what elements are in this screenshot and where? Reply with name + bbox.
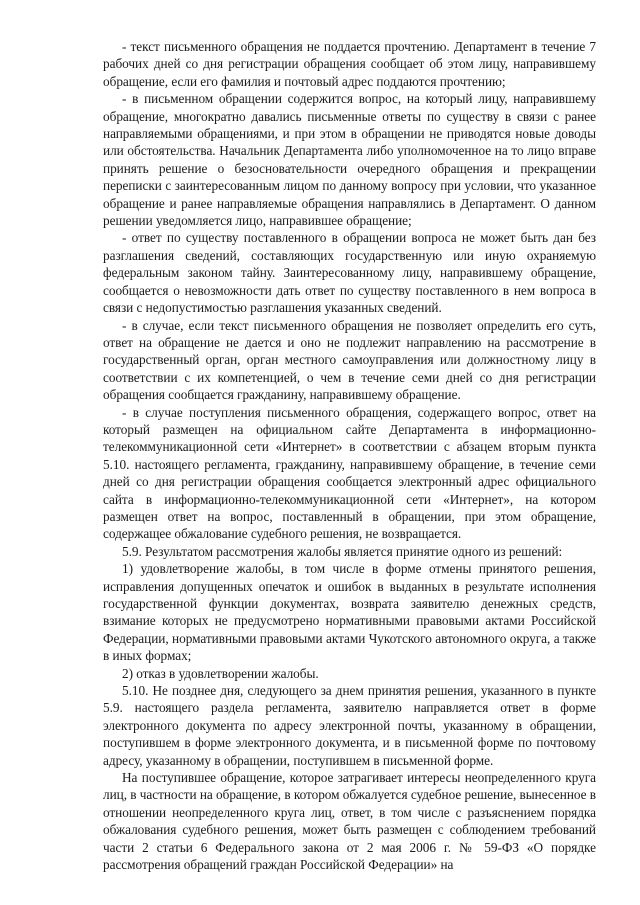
- paragraph-6: 5.9. Результатом рассмотрения жалобы является принятие одного из решений:: [122, 543, 563, 559]
- paragraph-3: - ответ по существу поставленного в обращении вопроса не может быть дан без разглашения сведений, составляющих государственную или иную охраняемую федеральным законом тайну. Заинтересованному лицу, направившему обращение, сообщается о невозможности дать ответ по существу поставленного в нем вопроса в связи с недопустимостью разглашения указанных сведений.: [103, 230, 596, 316]
- paragraph-8: 2) отказ в удовлетворении жалобы.: [122, 665, 319, 681]
- paragraph-1: - текст письменного обращения не поддается прочтению. Департамент в течение 7 рабочих дней со дня регистрации обращения сообщает об этом лицу, направившему обращение, если его фамилия и почтовый адрес поддаются прочтению;: [103, 39, 596, 89]
- paragraph-2: - в письменном обращении содержится вопрос, на который лицу, направившему обращение, многократно давались письменные ответы по существу в связи с ранее направляемыми обращениями, и при этом в обращении не приводятся новые доводы или обстоятельства. Начальник Департамента либо уполномоченное на то лицо вправе принять решение о безосновательности очередного обращения и прекращении переписки с заинтересованным лицом по данному вопросу при условии, что указанное обращение и ранее направляемые обращения направлялись в Департамент. О данном решении уведомляется лицо, направившее обращение;: [103, 91, 596, 229]
- paragraph-9: 5.10. Не позднее дня, следующего за днем принятия решения, указанного в пункте 5.9. настоящего раздела регламента, заявителю направляется ответ в форме электронного документа по адресу электронной почты, указанному в обращении, поступившем в форме электронного документа, и в письменной форме по почтовому адресу, указанному в обращении, поступившем в письменной форме.: [103, 683, 596, 768]
- paragraph-4: - в случае, если текст письменного обращения не позволяет определить его суть, ответ на обращение не дается и оно не подлежит направлению на рассмотрение в государственный орган, орган местного самоуправления или должностному лицу в соответствии с их компетенцией, о чем в течение семи дней со дня регистрации обращения сообщается гражданину, направившему обращение.: [103, 317, 596, 403]
- paragraph-10: На поступившее обращение, которое затрагивает интересы неопределенного круга лиц, в частности на обращение, в котором обжалуется судебное решение, вынесенное в отношении неопределенного круга лиц, ответ, в том числе с разъяснением порядка обжалования судебного решения, может быть размещен с соблюдением требований части 2 статьи 6 Федерального закона от 2 мая 2006 г. № 59-ФЗ «О порядке рассмотрения обращений граждан Российской Федерации» на: [103, 770, 597, 873]
- paragraph-7: 1) удовлетворение жалобы, в том числе в форме отмены принятого решения, исправления допущенных опечаток и ошибок в выданных в результате исполнения государственной функции документах, возврата заявителю денежных средств, взимание которых не предусмотрено нормативными правовыми актами Российской Федерации, нормативными правовыми актами Чукотского автономного округа, а также в иных формах;: [103, 561, 596, 664]
- paragraph-5: - в случае поступления письменного обращения, содержащего вопрос, ответ на который размещен на официальном сайте Департамента в информационно-телекоммуникационной сети «Интернет» в соответствии с абзацем вторым пункта 5.10. настоящего регламента, гражданину, направившему обращение, в течение семи дней со дня регистрации обращения сообщается электронный адрес официального сайта в информационно-телекоммуникационной сети «Интернет», на котором размещен ответ на вопрос, поставленный в обращении, при этом обращение, содержащее обжалование судебного решения, не возвращается.: [103, 404, 596, 542]
